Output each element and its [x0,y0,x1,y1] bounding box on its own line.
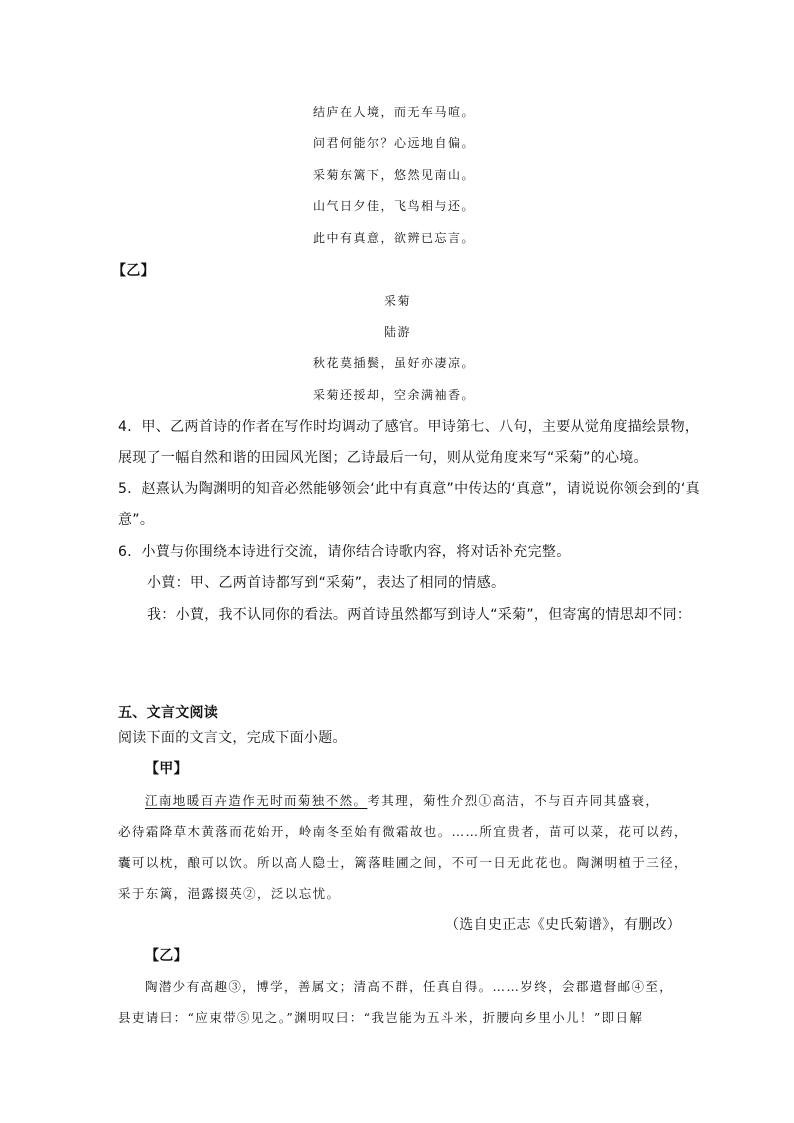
poem-yi-author: 陆游 [384,325,412,339]
question-6-dialog-1: 小蕒：甲、乙两首诗都写到“采菊”，表达了相同的情感。 [147,575,506,591]
question-5-line-1: 5．赵熹认为陶渊明的知音必然能够领会‘此中有真意”中传达的‘真意”，请说说你领会到的‘真 [118,481,700,497]
passage-jia-line-1-rest: 考其理，菊性介烈①高洁，不与百卉同其盛衰， [367,793,660,808]
question-4-line-1: 4．甲、乙两首诗的作者在写作时均调动了感官。甲诗第七、八句，主要从觉角度描绘景物， [118,419,700,435]
poem-jia-line: 此中有真意，欲辨已忘言。 [313,231,476,245]
passage-jia-line-1 [145,791,659,809]
passage-jia-line-4: 采于东篱，浥露掇英②，泛以忘忧。 [118,886,341,901]
poem-yi-marker: 【乙】 [112,263,155,279]
poem-yi-title: 采菊 [384,294,412,308]
poem-yi-line: 秋花莫插鬓，虽好亦凄凉。 [313,356,476,370]
question-6-dialog-2: 我：小蕒，我不认同你的看法。两首诗虽然都写到诗人“采菊”，但寄寓的情思却不同： [147,607,692,623]
poem-jia-line: 采菊东篱下，悠然见南山。 [313,168,476,182]
poem-yi-line: 采菊还挼却，空余满袖香。 [313,388,476,402]
passage-jia-source: （选自史正志《史氏菊谱》，有删改） [445,917,682,933]
passage-jia-marker: 【甲】 [145,761,188,777]
passage-jia-underlined-sentence: 江南地暖百卉造作无时而菊独不然。 [145,793,368,808]
poem-jia-line: 结庐在人境，而无车马喧。 [313,105,476,119]
passage-yi-line-1: 陶潜少有高趣③，博学，善属文；清高不群，任真自得。……岁终，会郡遣督邮④至， [145,979,674,994]
passage-yi-line-2: 县吏请曰：“应束带⑤见之。”渊明叹曰：“我岂能为五斗米，折腰向乡里小儿！”即日解 [118,1010,644,1025]
section-5-instruction: 阅读下面的文言文，完成下面小题。 [118,730,347,746]
passage-jia-line-2: 必待霜降草木黄落而花始开，岭南冬至始有微霜故也。……所宜贵者，苗可以菜，花可以药， [118,824,688,839]
passage-yi-marker: 【乙】 [145,948,188,964]
passage-jia-line-3: 囊可以枕，酿可以饮。所以高人隐士，篱落畦圃之间，不可一日无此花也。陶渊明植于三径， [118,855,688,870]
question-5-line-2: 意”。 [118,512,155,528]
section-5-heading: 五、文言文阅读 [118,705,219,721]
poem-jia-line: 问君何能尔？心远地自偏。 [313,136,476,150]
poem-jia-line: 山气日夕佳，飞鸟相与还。 [313,199,476,213]
question-6-line-1: 6．小蕒与你围绕本诗进行交流，请你结合诗歌内容，将对话补充完整。 [118,544,571,560]
question-4-line-2: 展现了一幅自然和谐的田园风光图；乙诗最后一句，则从觉角度来写“采菊”的心境。 [118,450,648,466]
